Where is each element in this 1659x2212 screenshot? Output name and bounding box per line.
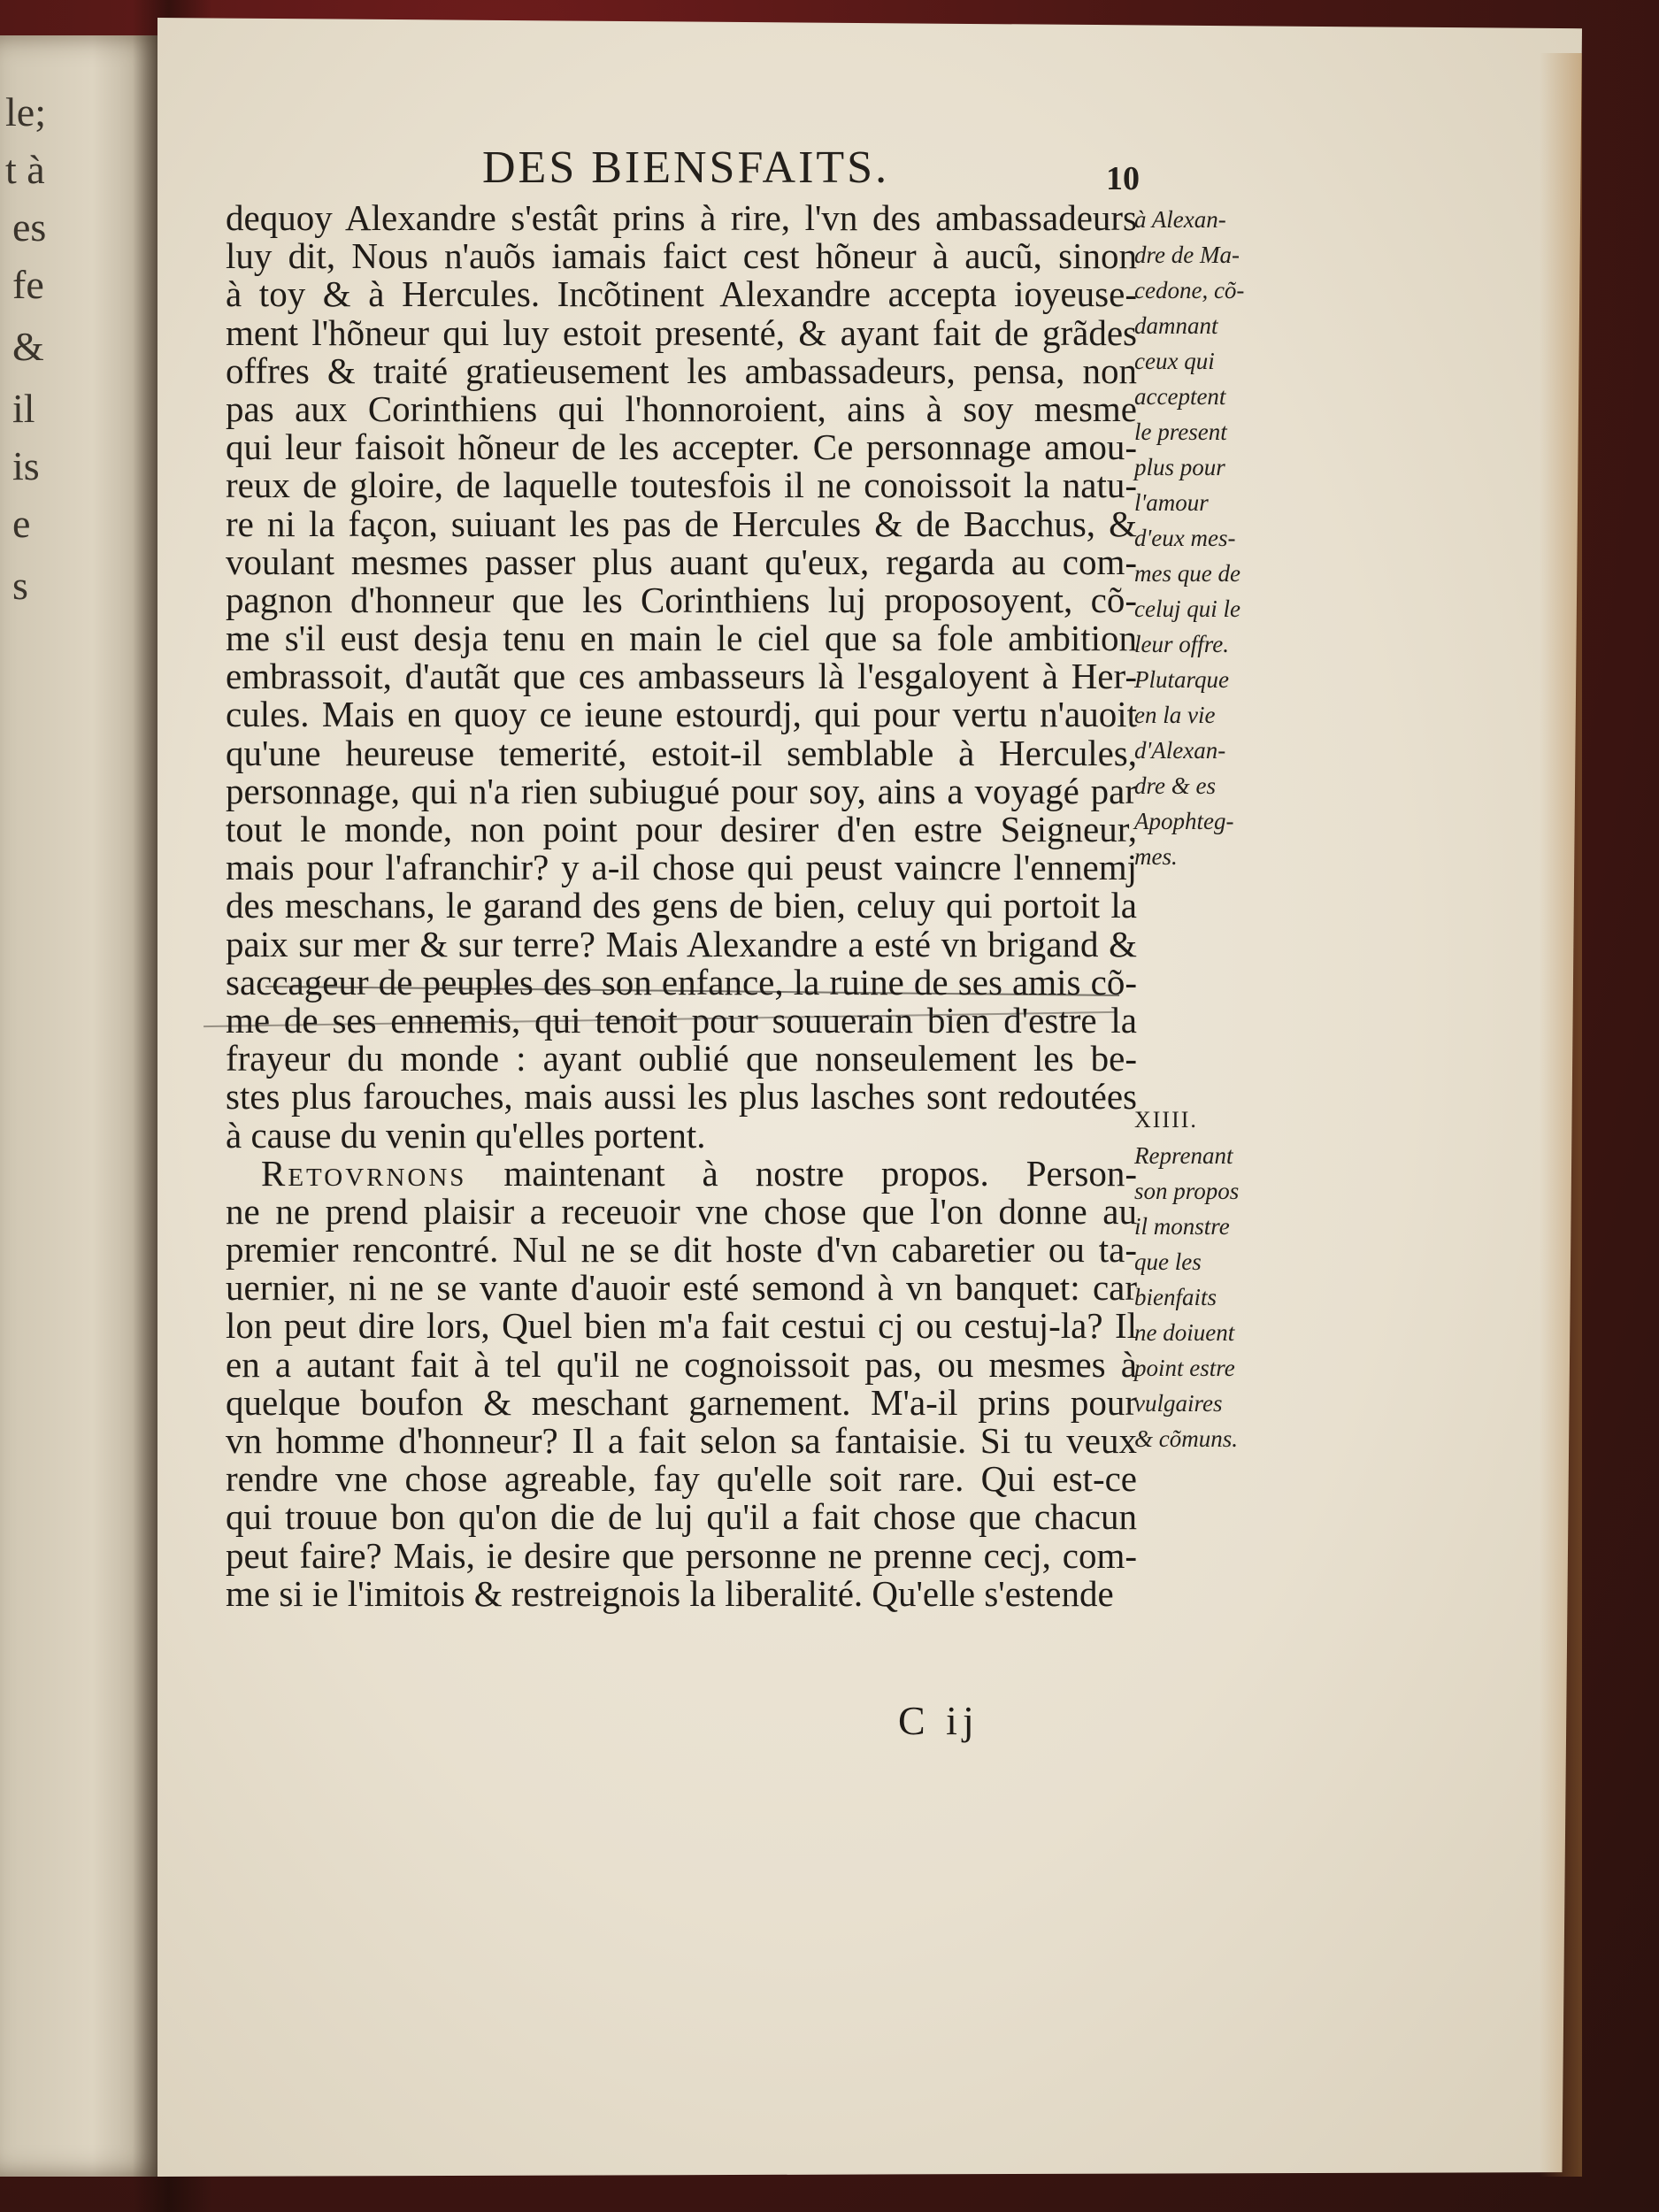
note1-line: ceux qui bbox=[1134, 348, 1215, 374]
para2-line: rendre vne chose agreable, fay qu'elle soit rare. Qui est-ce bbox=[226, 1458, 1137, 1500]
para2-line: quelque boufon & meschant garnement. M'a-il prins pour bbox=[226, 1381, 1137, 1423]
note1-line: mes que de bbox=[1134, 560, 1240, 587]
para1-line: ment l'hõneur qui luy estoit presenté, & ayant fait de grãdes bbox=[226, 311, 1137, 353]
paragraph-1 bbox=[226, 199, 1137, 1155]
note1-line: acceptent bbox=[1134, 383, 1226, 410]
note2-line: point estre bbox=[1134, 1355, 1235, 1381]
signature-mark: C ij bbox=[898, 1698, 979, 1743]
para1-line: mais pour l'afranchir? y a-il chose qui peust vaincre l'ennemj bbox=[226, 847, 1137, 888]
margin-note-2-number: XIIII. bbox=[1134, 1107, 1198, 1133]
note1-line: d'eux mes- bbox=[1134, 525, 1236, 551]
note1-line: le present bbox=[1134, 419, 1227, 445]
para1-line: embrassoit, d'autãt que ces ambasseurs là l'esgaloyent à Her- bbox=[226, 656, 1137, 697]
para1-line: des meschans, le garand des gens de bien, celuy qui portoit la bbox=[226, 885, 1137, 926]
note1-line: mes. bbox=[1134, 843, 1178, 870]
left-page-fragment: il bbox=[12, 386, 35, 431]
para2-line: me si ie l'imitois & restreignois la liberalité. Qu'elle s'estende bbox=[226, 1572, 1114, 1614]
note2-line: que les bbox=[1134, 1248, 1202, 1275]
note1-line: celuj qui le bbox=[1134, 595, 1240, 622]
para2-line: ne ne prend plaisir a receuoir vne chose que l'on donne au bbox=[226, 1190, 1137, 1232]
para1-line: me de ses ennemis, qui tenoit pour souuerain bien d'estre la bbox=[226, 999, 1137, 1041]
para1-line: frayeur du monde : ayant oublié que nonseulement les be- bbox=[226, 1038, 1137, 1079]
margin-notes bbox=[1134, 202, 1298, 1456]
para1-line: re ni la façon, suiuant les pas de Hercules & de Bacchus, & bbox=[226, 503, 1137, 544]
para2-line: vn homme d'honneur? Il a fait selon sa fantaisie. Si tu veux bbox=[226, 1420, 1137, 1461]
note2-line: il monstre bbox=[1134, 1213, 1230, 1240]
note2-line: Reprenant bbox=[1134, 1142, 1233, 1169]
margin-note-1 bbox=[1134, 202, 1298, 874]
margin-note-2 bbox=[1134, 1138, 1298, 1456]
note1-line: plus pour bbox=[1134, 454, 1225, 480]
para1-line: pas aux Corinthiens qui l'honnoroient, ains à soy mesme bbox=[226, 388, 1137, 429]
note1-line: dre & es bbox=[1134, 772, 1216, 799]
para1-line: saccageur de peuples des son enfance, la ruine de ses amis cõ- bbox=[226, 961, 1137, 1002]
note1-line: d'Alexan- bbox=[1134, 737, 1226, 764]
para2-line: en a autant fait à tel qu'il ne cognoissoit pas, ou mesmes à bbox=[226, 1343, 1137, 1385]
left-page-fragment: e bbox=[12, 501, 31, 546]
para1-line: pagnon d'honneur que les Corinthiens luj proposoyent, cõ- bbox=[226, 579, 1137, 620]
note1-line: leur offre. bbox=[1134, 631, 1229, 657]
left-page-fragment: t à bbox=[5, 147, 45, 192]
para1-line: qu'une heureuse temerité, estoit-il semblable à Hercules, bbox=[226, 732, 1137, 773]
para1-line: personnage, qui n'a rien subiugué pour soy, ains a voyagé par bbox=[226, 770, 1137, 811]
note2-line: ne doiuent bbox=[1134, 1319, 1235, 1346]
left-page-fragment: es bbox=[12, 204, 47, 250]
left-page-fragment: & bbox=[12, 324, 44, 369]
note1-line: damnant bbox=[1134, 312, 1218, 339]
main-text-block bbox=[226, 199, 1137, 1613]
paragraph-2-first-rest: maintenant à nostre propos. Person- bbox=[503, 1152, 1137, 1194]
note2-line: bienfaits bbox=[1134, 1284, 1217, 1310]
para1-line: tout le monde, non point pour desirer d'en estre Seigneur, bbox=[226, 809, 1137, 849]
para1-line: à toy & à Hercules. Incõtinent Alexandre accepta ioyeuse- bbox=[226, 273, 1137, 315]
small-caps-lead: Retovrnons bbox=[261, 1152, 467, 1194]
para1-line: reux de gloire, de laquelle toutesfois il ne conoissoit la natu- bbox=[226, 465, 1137, 506]
note1-line: à Alexan- bbox=[1134, 206, 1226, 233]
running-head: DES BIENSFAITS. bbox=[482, 142, 890, 193]
para1-line: offres & traité gratieusement les ambassadeurs, pensa, non bbox=[226, 349, 1137, 391]
left-page-fragment: is bbox=[12, 443, 40, 488]
note1-line: en la vie bbox=[1134, 702, 1216, 728]
note1-line: Apophteg- bbox=[1134, 808, 1234, 834]
para1-line: luy dit, Nous n'auõs iamais faict cest hõneur à aucũ, sinon bbox=[226, 235, 1137, 277]
para1-line: dequoy Alexandre s'estât prins à rire, l'vn des ambassadeurs bbox=[226, 197, 1137, 238]
para2-line: qui trouue bon qu'on die de luj qu'il a fait chose que chacun bbox=[226, 1496, 1137, 1538]
para2-line: uernier, ni ne se vante d'auoir esté semond à vn banquet: car bbox=[226, 1267, 1137, 1309]
note2-line: & cõmuns. bbox=[1134, 1425, 1238, 1452]
note1-line: Plutarque bbox=[1134, 666, 1229, 693]
para2-line: premier rencontré. Nul ne se dit hoste d'vn cabaretier ou ta- bbox=[226, 1229, 1137, 1271]
para1-line: paix sur mer & sur terre? Mais Alexandre a esté vn brigand & bbox=[226, 923, 1137, 964]
para2-line: lon peut dire lors, Quel bien m'a fait cestui cj ou cestuj-la? Il bbox=[226, 1305, 1137, 1347]
para2-line: peut faire? Mais, ie desire que personne ne prenne cecj, com- bbox=[226, 1534, 1137, 1576]
left-page-fragment: s bbox=[12, 563, 28, 608]
note1-line: cedone, cõ- bbox=[1134, 277, 1245, 303]
para1-line: à cause du venin qu'elles portent. bbox=[226, 1114, 706, 1156]
para1-line: me s'il eust desja tenu en main le ciel que sa fole ambition bbox=[226, 618, 1137, 659]
paragraph-2-first-line bbox=[226, 1152, 1137, 1194]
para1-line: voulant mesmes passer plus auant qu'eux, regarda au com- bbox=[226, 541, 1137, 582]
left-page-fragment: fe bbox=[12, 262, 44, 307]
note1-line: dre de Ma- bbox=[1134, 242, 1240, 268]
paragraph-2 bbox=[226, 1190, 1137, 1614]
page-right-edge bbox=[1540, 53, 1582, 2177]
note1-line: l'amour bbox=[1134, 489, 1209, 516]
para1-line: stes plus farouches, mais aussi les plus lasches sont redoutées bbox=[226, 1076, 1137, 1118]
left-page-fragment: le; bbox=[5, 89, 46, 134]
note2-line: vulgaires bbox=[1134, 1390, 1223, 1417]
folio-number: 10 bbox=[1106, 160, 1140, 197]
note2-line: son propos bbox=[1134, 1178, 1240, 1204]
para1-line: qui leur faisoit hõneur de les accepter. Ce personnage amou- bbox=[226, 426, 1137, 468]
para1-line: cules. Mais en quoy ce ieune estourdj, qui pour vertu n'auoit bbox=[226, 694, 1137, 735]
